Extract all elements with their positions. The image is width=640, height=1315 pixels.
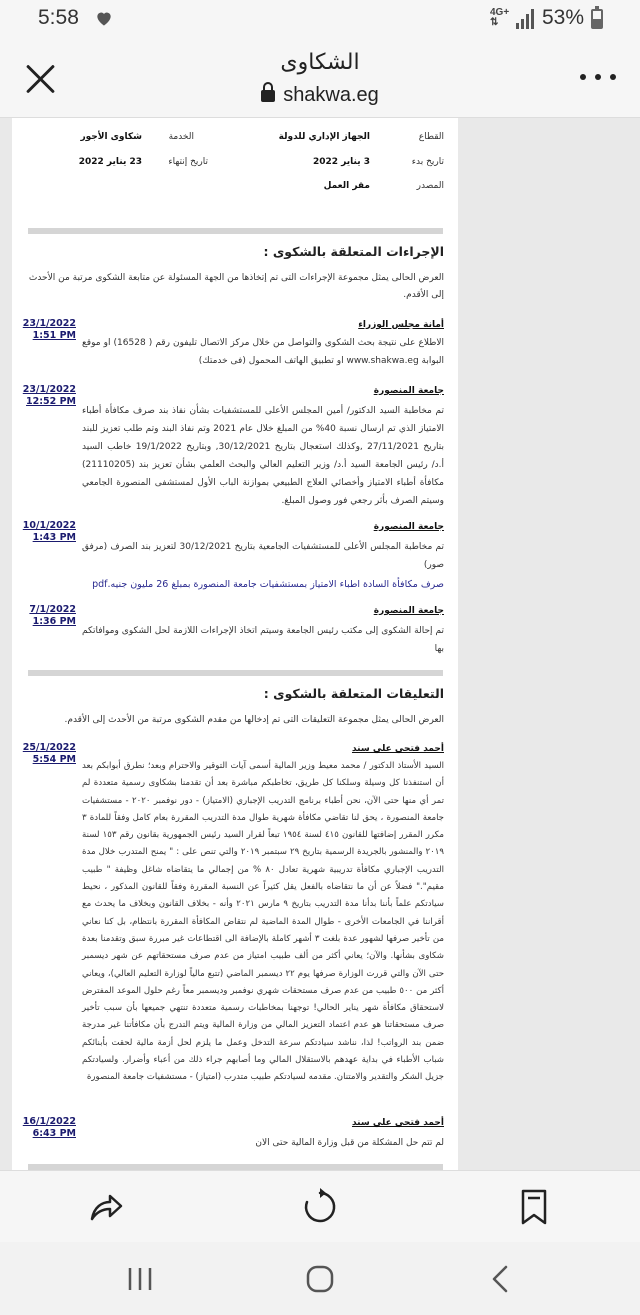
procedure-date: 23/1/2022 12:52 PM	[22, 384, 76, 407]
end-date-label: تاريخ إنتهاء	[168, 157, 208, 167]
battery-level	[593, 19, 601, 27]
source-label: المصدر	[416, 181, 444, 191]
comment-date: 16/1/2022 6:43 PM	[22, 1116, 76, 1139]
home-icon[interactable]	[302, 1264, 338, 1294]
comments-title: التعليقات المتعلقة بالشكوى :	[263, 686, 444, 701]
source-value: مقر العمل	[323, 181, 370, 191]
more-options-icon[interactable]	[580, 74, 618, 84]
recent-apps-icon[interactable]	[122, 1264, 158, 1294]
procedure-text: تم إحالة الشكوى إلى مكتب رئيس الجامعة وسيتم اتخاذ الإجراءات اللازمة لحل الشكوى وموافاتكم بها	[82, 626, 444, 654]
procedure-date: 10/1/2022 1:43 PM	[22, 520, 76, 543]
page-viewport[interactable]	[0, 118, 640, 1170]
status-bar	[0, 0, 640, 40]
procedure-author-link[interactable]: أمانة مجلس الوزراء	[358, 320, 444, 330]
status-time: 5:58	[38, 6, 79, 29]
battery-percent: 53%	[542, 6, 585, 29]
procedure-author-link[interactable]: جامعة المنصورة	[373, 386, 444, 396]
comment-author[interactable]: أحمد فتحي علي سند	[351, 1118, 444, 1128]
comments-description: العرض الحالى يمثل مجموعة التعليقات التى تم إدخالها من مقدم الشكوى مرتبة من الأحدث إلى الأقدم.	[64, 715, 444, 725]
comment-date: 25/1/2022 5:54 PM	[22, 742, 76, 765]
start-date-value: 3 يناير 2022	[312, 157, 370, 167]
procedure-text: تم مخاطبة المجلس الأعلى للمستشفيات الجامعية بتاريخ 30/12/2021 لتعزيز بند الصرف (مرفق صور)	[82, 542, 444, 570]
complaint-summary	[12, 126, 458, 206]
url-text: shakwa.eg	[283, 84, 379, 106]
back-icon[interactable]	[482, 1264, 518, 1294]
procedure-author-link[interactable]: جامعة المنصورة	[373, 606, 444, 616]
bookmark-icon[interactable]	[514, 1187, 554, 1227]
sector-value: الجهاز الإداري للدولة	[278, 132, 370, 142]
procedures-title: الإجراءات المتعلقة بالشكوى :	[263, 244, 444, 259]
start-date-label: تاريخ بدء	[411, 157, 444, 167]
network-indicator: 4G+ ⇅	[490, 7, 510, 28]
complaint-page	[12, 118, 458, 1170]
section-divider	[28, 670, 443, 676]
procedure-date: 7/1/2022 1:36 PM	[29, 604, 76, 627]
signal-icon	[515, 9, 537, 29]
comment-text: السيد الأستاذ الدكتور / محمد معيط وزير المالية أسمى آيات التوقير والاحترام وبعد؛ نطرق أبوابكم بعد أن استنفذنا كل وسيلة وسلكنا كل طريق، تخاطبكم مباشرة بعد أن تقدمنا بشكاوى رسمية متعددة لم تمر أي منها حتى الآن، نحن أطباء برنامج التدريب الإجباري (الامتياز) - دور نوفمبر ٢٠٢٠ - مستشفيات جامعة المنصورة ، يحق لنا تقاضي مكافأة شهرية طوال مدة التدريب المقررة بعام كامل وفقاً للمادة ٣ مكرر المقرر إضافتها للقانون ٤١٥ لسنة ١٩٥٤ تبعاً لقرار السيد رئيس الجمهورية بقانون رقم ١٥٣ لسنة ٢٠١٩ والمنشور بالجريدة الرسمية بتاريخ ٢٩ سبتمبر ٢٠١٩ والتي تنص على : " يمنح المتدرب خلال مدة التدريب الإجباري مكافأة تدريبية شهرية تعادل ٨٠ % من إجمالي ما يتقاضاه شاغل وظيفة " طبيب مقيم"." فضلاً عن أن ما نتقاضاه بالفعل يقل كثيراً عن النسبة المقررة وفقاً للقانون المذكور ، نحيط سيادتكم علماً بأننا بدأنا مدة التدريب بتاريخ ٩ مارس ٢٠٢١ وأنه - بخلاف القانون وبخلاف ما يحدث مع أقراننا في الجامعات الأخرى - طوال المدة الماضية لم نتقاض المكافأة المقررة بانتظام، بل كنا نعاني من تأخير صرفها لشهور عدة بلغت ٣ أشهر كاملة بالإضافة الى اقتطاعات غير مبررة سبق وتقدمنا بعدة شكاوى بشأنها. والآن؛ يعاني أكثر من ألف طبيب امتياز من عدم صرف مستحقاتهم عن شهر ديسمبر حتى الآن والتي قررت الوزارة صرفها يوم ٢٢ ديسمبر الماضي (تتبع مالياً لوزارة التعليم العالي)، ويعاني أكثر من ٥٠٠ طبيب من عدم صرف مستحقات شهري نوفمبر وديسمبر معاً رغم حلول الموعد المفترض لاستحقاق مكافأة شهر يناير الحالي! توجهنا بمخاطبات رسمية متعددة تنتهي جميعها بأن سبب تأخير صرف مستحقاتنا هو عدم اعتماد التعزيز المالي من وزارة المالية ويتم التدرج بأن مكافأتنا غير مدرجة ضمن بند الرواتب! لذا، نناشد سيادتكم سرعة التدخل وعمل ما يلزم لحل أزمة مالية لحقت بأبنائكم شباب الأطباء في بداية عهدهم بالاستقلال المالي وما أصابهم جراء ذلك من أعباء وأضرار. ولسيادتكم جزيل الشكر والتقدير والامتنان. مقدمه لسيادتكم طبيب متدرب (امتياز) - مستشفيات جامعة المنصورة	[82, 761, 445, 1083]
end-date-value: 23 يناير 2022	[78, 157, 142, 167]
procedure-author-link[interactable]: جامعة المنصورة	[373, 522, 444, 532]
comment-text: لم تتم حل المشكلة من قبل وزارة المالية حتى الان	[255, 1138, 444, 1148]
sector-label: القطاع	[418, 132, 444, 142]
lock-icon	[261, 90, 275, 102]
battery-icon	[591, 9, 603, 29]
procedures-description: العرض الحالى يمثل مجموعة الإجراءات التى تم إتخاذها من الجهة المسئولة عن متابعة الشكوى مرتبة من الأحدث إلى الأقدم.	[28, 273, 444, 300]
url-bar[interactable]	[0, 84, 640, 107]
procedure-text: تم مخاطبة السيد الدكتور/ أمين المجلس الأعلى للمستشفيات بشأن نفاذ بند صرف مكافأة أطباء الامتياز الذي تم ارسال نسبة 40% من المبلغ خلال عام 2021 وتم نفاذ البند وتم طلب تعزيز للبند بتاريخ 27/11/2021 ,وكذلك استعجال بتاريخ 30/12/2021, وبتاريخ 19/1/2022 خاطب السيد أ.د/ رئيس الجامعة السيد أ.د/ وزير التعليم العالي والبحث العلمي بشأن تعزيز بند (21110205) مكافأة أطباء الامتياز وأخصائي العلاج الطبيعي بموازنة الباب الأول لمستشفى المنصورة الجامعي وسيتم الصرف بأثر رجعي فور وصول المبلغ.	[82, 406, 444, 506]
system-nav-bar	[0, 1242, 640, 1315]
reload-icon[interactable]	[300, 1187, 340, 1227]
service-label: الخدمة	[168, 132, 194, 142]
section-divider	[28, 228, 443, 234]
procedure-text: الاطلاع على نتيجة بحث الشكوى والتواصل من خلال مركز الاتصال تليفون رقم ( 16528) او موقع البوابة www.shakwa.eg او تطبيق الهاتف المحمول (فى خدمتك)	[82, 338, 444, 366]
heart-icon	[94, 8, 114, 28]
browser-header	[0, 40, 640, 118]
share-icon[interactable]	[86, 1187, 126, 1227]
comment-author[interactable]: أحمد فتحي علي سند	[351, 744, 444, 754]
attachment-link[interactable]: صرف مكافأة السادة اطباء الامتياز بمستشفيات جامعة المنصورة بمبلغ 26 مليون جنيه.pdf	[92, 579, 444, 590]
service-value: شكاوى الأجور	[80, 132, 142, 142]
page-title: الشكاوى	[280, 50, 360, 75]
browser-toolbar	[0, 1170, 640, 1242]
procedure-date: 23/1/2022 1:51 PM	[22, 318, 76, 341]
